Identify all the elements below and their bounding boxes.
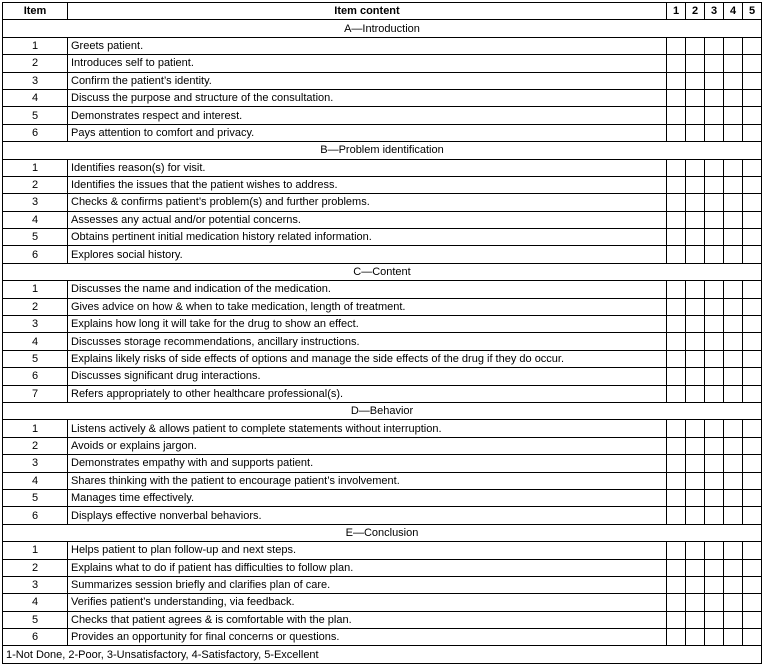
score-cell-3[interactable] [705, 472, 724, 489]
score-cell-5[interactable] [743, 37, 762, 54]
item-number: 5 [3, 350, 68, 367]
item-number: 7 [3, 385, 68, 402]
score-cell-5[interactable] [743, 611, 762, 628]
item-content: Explains likely risks of side effects of options and manage the side effects of the drug if they do occur. [68, 350, 667, 367]
item-number: 1 [3, 159, 68, 176]
table-row [3, 37, 762, 54]
score-cell-3[interactable] [705, 298, 724, 315]
score-cell-5[interactable] [743, 316, 762, 333]
section-row [3, 20, 762, 37]
score-cell-3[interactable] [705, 629, 724, 646]
score-cell-5[interactable] [743, 368, 762, 385]
score-cell-5[interactable] [743, 107, 762, 124]
item-content: Greets patient. [68, 37, 667, 54]
score-cell-3[interactable] [705, 542, 724, 559]
score-cell-1[interactable] [667, 350, 686, 367]
item-content: Shares thinking with the patient to encourage patient’s involvement. [68, 472, 667, 489]
score-cell-2[interactable] [686, 316, 705, 333]
item-number: 6 [3, 368, 68, 385]
score-cell-3[interactable] [705, 420, 724, 437]
rating-legend: 1-Not Done, 2-Poor, 3-Unsatisfactory, 4-Satisfactory, 5-Excellent [3, 646, 762, 663]
table-row [3, 489, 762, 506]
table-row [3, 437, 762, 454]
score-cell-3[interactable] [705, 385, 724, 402]
score-cell-4[interactable] [724, 629, 743, 646]
score-cell-1[interactable] [667, 611, 686, 628]
score-cell-5[interactable] [743, 576, 762, 593]
item-number: 2 [3, 559, 68, 576]
score-cell-4[interactable] [724, 542, 743, 559]
score-cell-2[interactable] [686, 333, 705, 350]
score-cell-2[interactable] [686, 72, 705, 89]
item-number: 1 [3, 281, 68, 298]
table-row [3, 316, 762, 333]
item-content: Assesses any actual and/or potential concerns. [68, 211, 667, 228]
item-number: 4 [3, 211, 68, 228]
table-row [3, 176, 762, 193]
item-content: Discusses significant drug interactions. [68, 368, 667, 385]
score-cell-1[interactable] [667, 368, 686, 385]
score-cell-4[interactable] [724, 298, 743, 315]
score-cell-3[interactable] [705, 229, 724, 246]
score-cell-4[interactable] [724, 55, 743, 72]
item-number: 5 [3, 489, 68, 506]
item-content: Helps patient to plan follow-up and next steps. [68, 542, 667, 559]
item-number: 4 [3, 333, 68, 350]
score-cell-4[interactable] [724, 594, 743, 611]
score-cell-1[interactable] [667, 124, 686, 141]
score-cell-3[interactable] [705, 576, 724, 593]
table-row [3, 246, 762, 263]
score-cell-1[interactable] [667, 298, 686, 315]
score-cell-5[interactable] [743, 72, 762, 89]
score-cell-4[interactable] [724, 611, 743, 628]
score-cell-4[interactable] [724, 211, 743, 228]
table-row [3, 594, 762, 611]
item-number: 5 [3, 229, 68, 246]
table-row [3, 333, 762, 350]
score-cell-3[interactable] [705, 507, 724, 524]
score-cell-4[interactable] [724, 350, 743, 367]
table-row [3, 72, 762, 89]
item-content: Demonstrates empathy with and supports patient. [68, 455, 667, 472]
score-cell-5[interactable] [743, 124, 762, 141]
score-cell-5[interactable] [743, 211, 762, 228]
score-cell-5[interactable] [743, 507, 762, 524]
score-cell-3[interactable] [705, 333, 724, 350]
score-cell-1[interactable] [667, 385, 686, 402]
item-number: 1 [3, 420, 68, 437]
table-row [3, 455, 762, 472]
score-column-header-3: 3 [705, 3, 724, 20]
item-content: Checks that patient agrees & is comfortable with the plan. [68, 611, 667, 628]
score-cell-3[interactable] [705, 611, 724, 628]
item-content: Obtains pertinent initial medication history related information. [68, 229, 667, 246]
score-cell-3[interactable] [705, 281, 724, 298]
table-row [3, 368, 762, 385]
item-number: 4 [3, 89, 68, 106]
item-content: Pays attention to comfort and privacy. [68, 124, 667, 141]
item-content: Verifies patient’s understanding, via feedback. [68, 594, 667, 611]
score-cell-3[interactable] [705, 194, 724, 211]
section-title: E—Conclusion [3, 524, 762, 541]
section-title: A—Introduction [3, 20, 762, 37]
item-number: 2 [3, 437, 68, 454]
score-cell-3[interactable] [705, 368, 724, 385]
score-cell-4[interactable] [724, 89, 743, 106]
score-cell-1[interactable] [667, 437, 686, 454]
score-cell-1[interactable] [667, 576, 686, 593]
score-column-header-1: 1 [667, 3, 686, 20]
score-cell-5[interactable] [743, 89, 762, 106]
score-cell-4[interactable] [724, 124, 743, 141]
score-cell-5[interactable] [743, 437, 762, 454]
score-cell-4[interactable] [724, 72, 743, 89]
assessment-table [2, 2, 762, 664]
score-cell-1[interactable] [667, 72, 686, 89]
score-cell-1[interactable] [667, 316, 686, 333]
score-cell-1[interactable] [667, 89, 686, 106]
score-cell-2[interactable] [686, 542, 705, 559]
score-cell-2[interactable] [686, 368, 705, 385]
score-cell-2[interactable] [686, 420, 705, 437]
score-cell-3[interactable] [705, 437, 724, 454]
section-title: C—Content [3, 263, 762, 280]
score-cell-1[interactable] [667, 194, 686, 211]
table-row [3, 211, 762, 228]
score-cell-2[interactable] [686, 611, 705, 628]
score-cell-2[interactable] [686, 211, 705, 228]
item-content: Refers appropriately to other healthcare professional(s). [68, 385, 667, 402]
score-cell-2[interactable] [686, 176, 705, 193]
table-row [3, 542, 762, 559]
score-cell-4[interactable] [724, 176, 743, 193]
section-row [3, 263, 762, 280]
score-cell-3[interactable] [705, 246, 724, 263]
score-cell-2[interactable] [686, 37, 705, 54]
item-content: Gives advice on how & when to take medication, length of treatment. [68, 298, 667, 315]
table-row [3, 194, 762, 211]
score-cell-3[interactable] [705, 559, 724, 576]
score-cell-3[interactable] [705, 489, 724, 506]
table-row [3, 159, 762, 176]
score-cell-1[interactable] [667, 333, 686, 350]
table-row [3, 107, 762, 124]
score-cell-2[interactable] [686, 89, 705, 106]
score-cell-4[interactable] [724, 507, 743, 524]
score-cell-5[interactable] [743, 350, 762, 367]
score-cell-5[interactable] [743, 298, 762, 315]
score-cell-4[interactable] [724, 455, 743, 472]
score-cell-5[interactable] [743, 159, 762, 176]
table-body [3, 20, 762, 646]
score-cell-3[interactable] [705, 211, 724, 228]
score-cell-4[interactable] [724, 194, 743, 211]
score-cell-3[interactable] [705, 594, 724, 611]
score-cell-4[interactable] [724, 229, 743, 246]
score-cell-3[interactable] [705, 350, 724, 367]
score-cell-1[interactable] [667, 629, 686, 646]
score-cell-2[interactable] [686, 159, 705, 176]
score-cell-5[interactable] [743, 489, 762, 506]
score-cell-5[interactable] [743, 420, 762, 437]
item-number: 6 [3, 124, 68, 141]
section-row [3, 402, 762, 419]
score-cell-3[interactable] [705, 124, 724, 141]
score-cell-2[interactable] [686, 437, 705, 454]
table-row [3, 611, 762, 628]
score-cell-5[interactable] [743, 594, 762, 611]
item-content: Explores social history. [68, 246, 667, 263]
score-column-header-5: 5 [743, 3, 762, 20]
item-content: Confirm the patient’s identity. [68, 72, 667, 89]
score-cell-2[interactable] [686, 229, 705, 246]
item-content: Summarizes session briefly and clarifies plan of care. [68, 576, 667, 593]
score-cell-3[interactable] [705, 37, 724, 54]
item-content: Listens actively & allows patient to complete statements without interruption. [68, 420, 667, 437]
table-row [3, 420, 762, 437]
table-row [3, 281, 762, 298]
item-content: Displays effective nonverbal behaviors. [68, 507, 667, 524]
item-number: 1 [3, 37, 68, 54]
score-cell-4[interactable] [724, 559, 743, 576]
item-number: 3 [3, 455, 68, 472]
score-cell-5[interactable] [743, 472, 762, 489]
item-number: 2 [3, 176, 68, 193]
item-number: 4 [3, 472, 68, 489]
score-cell-1[interactable] [667, 507, 686, 524]
score-cell-1[interactable] [667, 107, 686, 124]
score-cell-4[interactable] [724, 385, 743, 402]
score-cell-5[interactable] [743, 385, 762, 402]
score-cell-2[interactable] [686, 298, 705, 315]
score-cell-3[interactable] [705, 107, 724, 124]
score-cell-4[interactable] [724, 159, 743, 176]
table-row [3, 385, 762, 402]
score-column-header-4: 4 [724, 3, 743, 20]
score-cell-2[interactable] [686, 472, 705, 489]
score-cell-1[interactable] [667, 37, 686, 54]
item-number: 1 [3, 542, 68, 559]
score-cell-1[interactable] [667, 472, 686, 489]
score-cell-2[interactable] [686, 629, 705, 646]
score-cell-5[interactable] [743, 194, 762, 211]
score-cell-5[interactable] [743, 176, 762, 193]
score-cell-4[interactable] [724, 316, 743, 333]
score-cell-4[interactable] [724, 420, 743, 437]
score-cell-4[interactable] [724, 107, 743, 124]
section-row [3, 142, 762, 159]
score-cell-3[interactable] [705, 159, 724, 176]
section-title: D—Behavior [3, 402, 762, 419]
score-cell-2[interactable] [686, 559, 705, 576]
score-cell-3[interactable] [705, 72, 724, 89]
footer-row [3, 646, 762, 663]
score-column-header-2: 2 [686, 3, 705, 20]
table-row [3, 55, 762, 72]
score-cell-4[interactable] [724, 576, 743, 593]
item-content: Identifies the issues that the patient wishes to address. [68, 176, 667, 193]
score-cell-2[interactable] [686, 489, 705, 506]
score-cell-4[interactable] [724, 368, 743, 385]
score-cell-5[interactable] [743, 55, 762, 72]
content-column-header: Item content [68, 3, 667, 20]
table-row [3, 350, 762, 367]
score-cell-2[interactable] [686, 594, 705, 611]
score-cell-3[interactable] [705, 176, 724, 193]
score-cell-1[interactable] [667, 455, 686, 472]
score-cell-1[interactable] [667, 246, 686, 263]
score-cell-1[interactable] [667, 159, 686, 176]
score-cell-4[interactable] [724, 437, 743, 454]
table-row [3, 507, 762, 524]
score-cell-5[interactable] [743, 455, 762, 472]
score-cell-4[interactable] [724, 333, 743, 350]
score-cell-2[interactable] [686, 107, 705, 124]
table-row [3, 298, 762, 315]
item-number: 3 [3, 194, 68, 211]
item-content: Avoids or explains jargon. [68, 437, 667, 454]
table-row [3, 559, 762, 576]
score-cell-5[interactable] [743, 229, 762, 246]
score-cell-4[interactable] [724, 281, 743, 298]
item-content: Explains how long it will take for the drug to show an effect. [68, 316, 667, 333]
score-cell-2[interactable] [686, 124, 705, 141]
item-number: 5 [3, 107, 68, 124]
score-cell-1[interactable] [667, 211, 686, 228]
score-cell-2[interactable] [686, 281, 705, 298]
score-cell-1[interactable] [667, 229, 686, 246]
item-number: 6 [3, 246, 68, 263]
item-number: 6 [3, 507, 68, 524]
score-cell-2[interactable] [686, 576, 705, 593]
score-cell-4[interactable] [724, 37, 743, 54]
item-number: 4 [3, 594, 68, 611]
score-cell-3[interactable] [705, 455, 724, 472]
section-row [3, 524, 762, 541]
item-content: Discusses storage recommendations, ancillary instructions. [68, 333, 667, 350]
score-cell-4[interactable] [724, 489, 743, 506]
score-cell-2[interactable] [686, 507, 705, 524]
score-cell-1[interactable] [667, 594, 686, 611]
score-cell-5[interactable] [743, 281, 762, 298]
score-cell-1[interactable] [667, 176, 686, 193]
item-content: Explains what to do if patient has difficulties to follow plan. [68, 559, 667, 576]
score-cell-5[interactable] [743, 629, 762, 646]
score-cell-3[interactable] [705, 316, 724, 333]
score-cell-1[interactable] [667, 55, 686, 72]
score-cell-2[interactable] [686, 55, 705, 72]
score-cell-2[interactable] [686, 194, 705, 211]
score-cell-2[interactable] [686, 350, 705, 367]
item-number: 3 [3, 576, 68, 593]
item-content: Identifies reason(s) for visit. [68, 159, 667, 176]
item-number: 2 [3, 298, 68, 315]
header-row [3, 3, 762, 20]
item-number: 3 [3, 316, 68, 333]
score-cell-2[interactable] [686, 385, 705, 402]
item-number: 3 [3, 72, 68, 89]
item-content: Discuss the purpose and structure of the consultation. [68, 89, 667, 106]
score-cell-5[interactable] [743, 246, 762, 263]
item-number: 6 [3, 629, 68, 646]
item-content: Manages time effectively. [68, 489, 667, 506]
score-cell-2[interactable] [686, 246, 705, 263]
score-cell-5[interactable] [743, 333, 762, 350]
table-row [3, 472, 762, 489]
item-column-header: Item [3, 3, 68, 20]
item-content: Introduces self to patient. [68, 55, 667, 72]
score-cell-4[interactable] [724, 472, 743, 489]
item-content: Discusses the name and indication of the medication. [68, 281, 667, 298]
score-cell-3[interactable] [705, 89, 724, 106]
score-cell-3[interactable] [705, 55, 724, 72]
score-cell-1[interactable] [667, 420, 686, 437]
score-cell-2[interactable] [686, 455, 705, 472]
item-content: Demonstrates respect and interest. [68, 107, 667, 124]
score-cell-1[interactable] [667, 489, 686, 506]
score-cell-1[interactable] [667, 559, 686, 576]
table-row [3, 629, 762, 646]
item-number: 5 [3, 611, 68, 628]
score-cell-5[interactable] [743, 559, 762, 576]
table-row [3, 89, 762, 106]
item-content: Provides an opportunity for final concerns or questions. [68, 629, 667, 646]
score-cell-5[interactable] [743, 542, 762, 559]
table-row [3, 576, 762, 593]
section-title: B—Problem identification [3, 142, 762, 159]
score-cell-1[interactable] [667, 542, 686, 559]
table-row [3, 124, 762, 141]
score-cell-4[interactable] [724, 246, 743, 263]
table-row [3, 229, 762, 246]
item-number: 2 [3, 55, 68, 72]
score-cell-1[interactable] [667, 281, 686, 298]
item-content: Checks & confirms patient’s problem(s) and further problems. [68, 194, 667, 211]
